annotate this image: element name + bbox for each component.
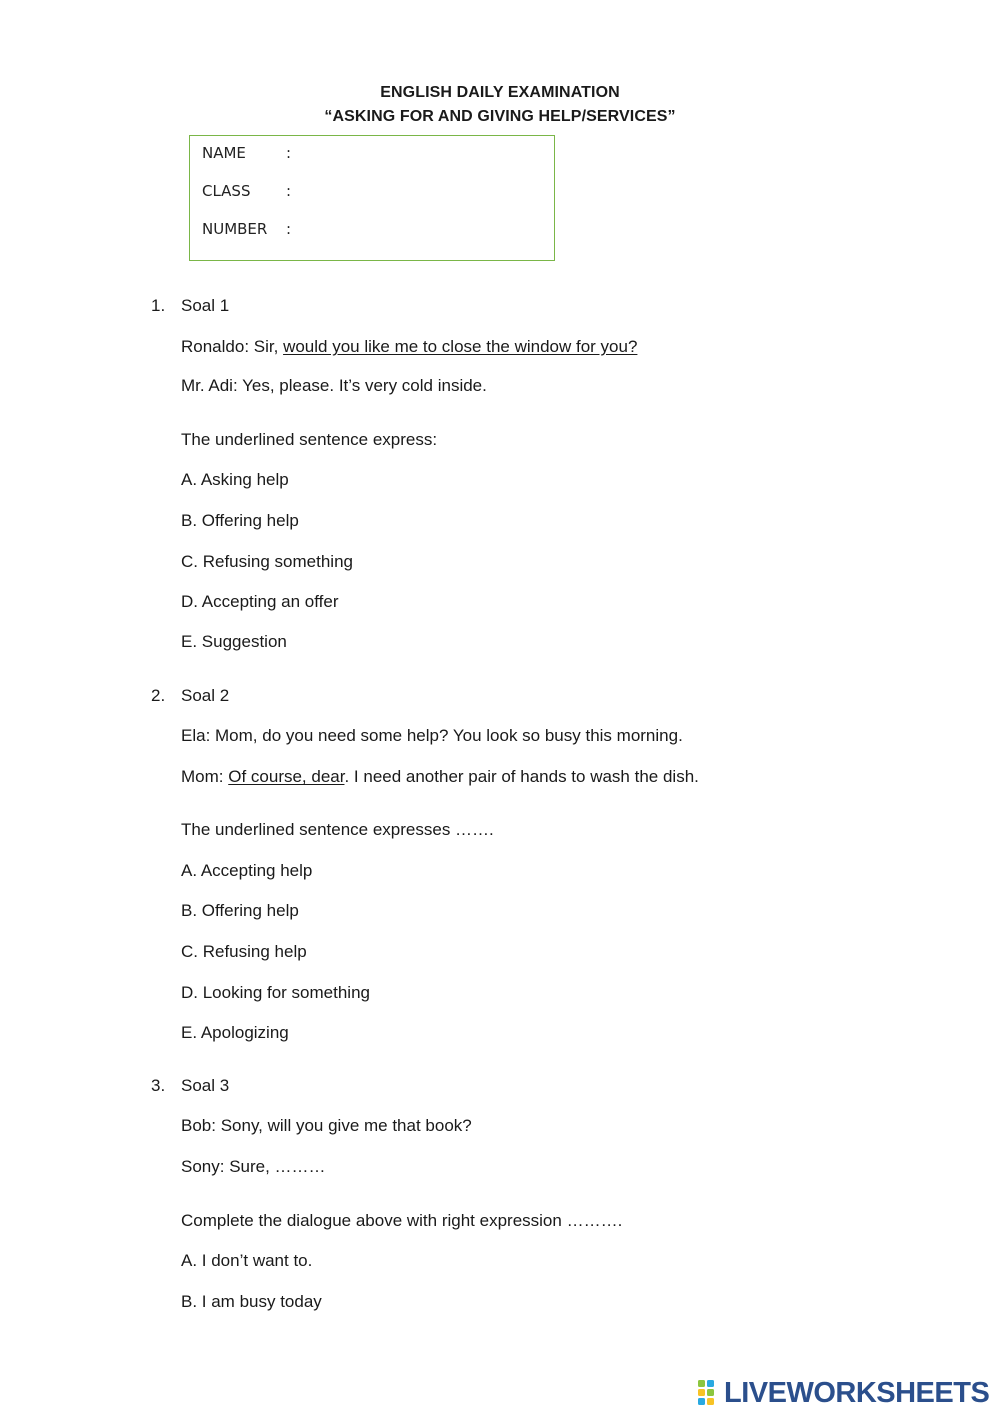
q1-dialogue-line-1 (181, 337, 637, 357)
q1-option-d: D. Accepting an offer (181, 592, 339, 611)
q1-title: Soal 1 (181, 296, 230, 315)
name-colon: : (286, 144, 292, 162)
q2-number: 2. (151, 686, 166, 705)
page-title: ENGLISH DAILY EXAMINATION (380, 84, 620, 101)
q2-option-d: D. Looking for something (181, 983, 370, 1002)
q2-option-a: A. Accepting help (181, 861, 313, 880)
q1-option-b: B. Offering help (181, 511, 299, 530)
q3-dialogue-line-1: Bob: Sony, will you give me that book? (181, 1116, 472, 1135)
liveworksheets-logo (697, 1378, 989, 1408)
info-row-name (202, 144, 291, 162)
q2-prompt: The underlined sentence expresses ……. (181, 820, 494, 839)
q3-option-b: B. I am busy today (181, 1292, 322, 1311)
name-label: NAME (202, 144, 246, 162)
q3-title: Soal 3 (181, 1076, 230, 1095)
class-colon: : (286, 182, 292, 200)
q1-option-e: E. Suggestion (181, 632, 287, 651)
q2-title: Soal 2 (181, 686, 230, 705)
q2-underlined-text: Of course, dear (228, 767, 345, 786)
liveworksheets-logo-text: LIVEWORKSHEETS (724, 1376, 990, 1409)
q2-option-b: B. Offering help (181, 901, 299, 920)
q1-dialogue-line-2: Mr. Adi: Yes, please. It’s very cold inside. (181, 376, 487, 395)
q1-prompt: The underlined sentence express: (181, 430, 438, 449)
q2-dialogue-line-1: Ela: Mom, do you need some help? You look so busy this morning. (181, 726, 683, 745)
q2-line2-prefix: Mom: (181, 767, 229, 786)
q1-option-c: C. Refusing something (181, 552, 353, 571)
q1-number: 1. (151, 296, 166, 315)
number-label: NUMBER (202, 220, 268, 238)
q2-dialogue-line-2 (181, 767, 699, 787)
info-row-number (202, 220, 291, 238)
class-label: CLASS (202, 182, 251, 200)
q2-line2-suffix: . I need another pair of hands to wash the dish. (344, 767, 699, 786)
liveworksheets-logo-icon (697, 1379, 723, 1407)
student-info-box (189, 135, 555, 261)
q1-line1-prefix: Ronaldo: Sir, (181, 337, 284, 356)
page-subtitle: “ASKING FOR AND GIVING HELP/SERVICES” (324, 108, 676, 125)
info-row-class (202, 182, 291, 200)
q1-option-a: A. Asking help (181, 470, 289, 489)
q3-number: 3. (151, 1076, 166, 1095)
q3-dialogue-line-2: Sony: Sure, ……… (181, 1157, 326, 1176)
number-colon: : (286, 220, 292, 238)
q2-option-c: C. Refusing help (181, 942, 307, 961)
q1-underlined-text: would you like me to close the window for you? (283, 337, 638, 356)
q3-option-a: A. I don’t want to. (181, 1251, 313, 1270)
q2-option-e: E. Apologizing (181, 1023, 289, 1042)
q3-prompt: Complete the dialogue above with right expression ………. (181, 1211, 623, 1230)
